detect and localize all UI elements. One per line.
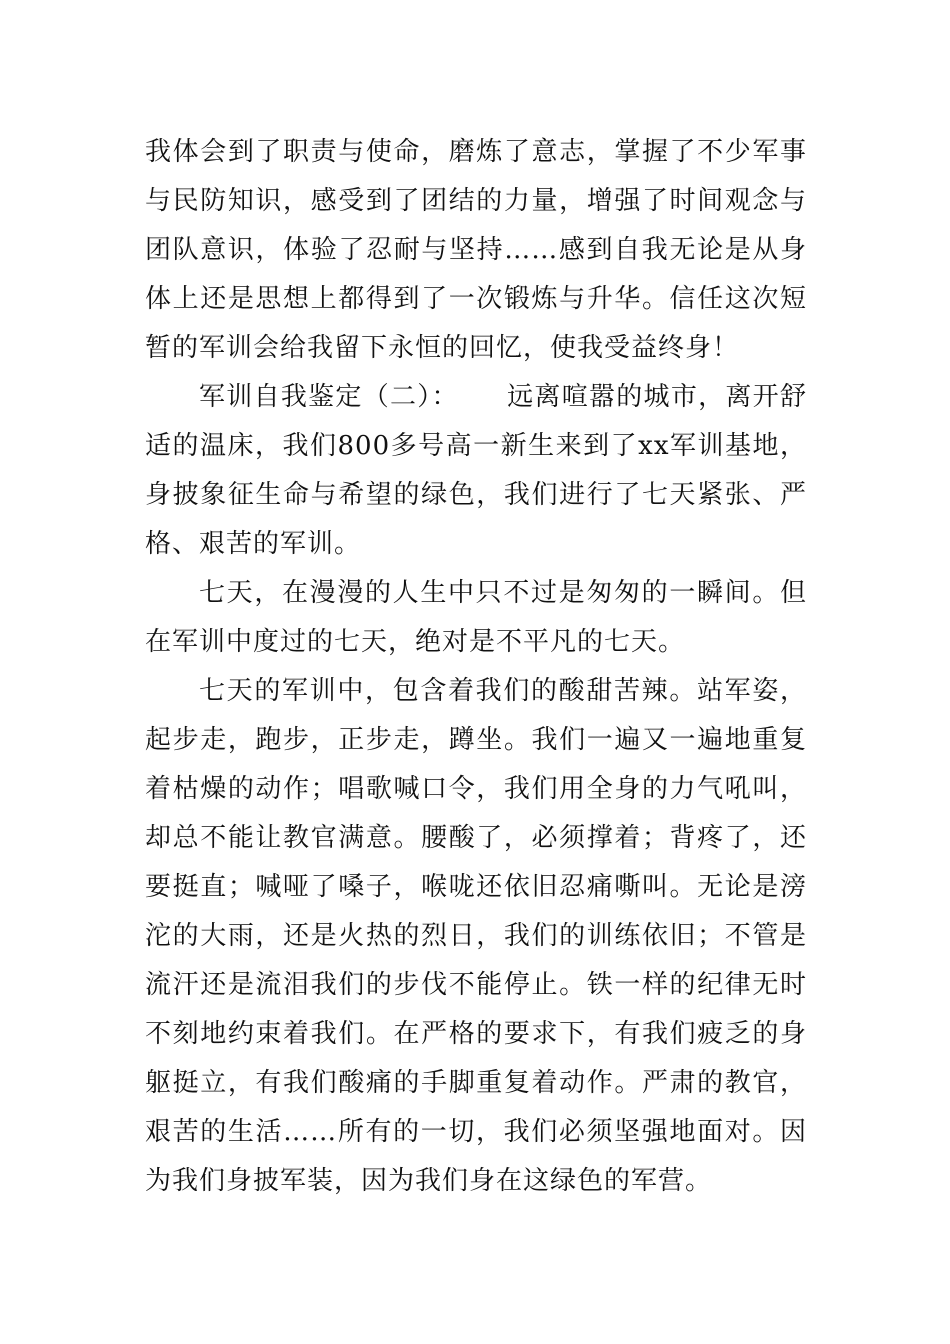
- paragraph-2-text: 远离喧嚣的城市，离开舒适的温床，我们800多号高一新生来到了xx军训基地，身披象征生命与希望的绿色，我们进行了七天紧张、严格、艰苦的军训。: [145, 382, 807, 559]
- document-body: [145, 128, 807, 1206]
- paragraph-3: 七天，在漫漫的人生中只不过是匆匆的一瞬间。但在军训中度过的七天，绝对是不平凡的七天。: [145, 578, 807, 657]
- paragraph-1: 我体会到了职责与使命，磨炼了意志，掌握了不少军事与民防知识，感受到了团结的力量，增强了时间观念与团队意识，体验了忍耐与坚持……感到自我无论是从身体上还是思想上都得到了一次锻炼与升华。信任这次短暂的军训会给我留下永恒的回忆，使我受益终身！: [145, 137, 807, 363]
- paragraph-4: 七天的军训中，包含着我们的酸甜苦辣。站军姿，起步走，跑步，正步走，蹲坐。我们一遍又一遍地重复着枯燥的动作；唱歌喊口令，我们用全身的力气吼叫，却总不能让教官满意。腰酸了，必须撑着；背疼了，还要挺直；喊哑了嗓子，喉咙还依旧忍痛嘶叫。无论是滂沱的大雨，还是火热的烈日，我们的训练依旧；不管是流汗还是流泪我们的步伐不能停止。铁一样的纪律无时不刻地约束着我们。在严格的要求下，有我们疲乏的身躯挺立，有我们酸痛的手脚重复着动作。严肃的教官，艰苦的生活……所有的一切，我们必须坚强地面对。因为我们身披军装，因为我们身在这绿色的军营。: [145, 676, 807, 1196]
- section-heading: 军训自我鉴定（二）：: [199, 382, 459, 412]
- paragraph-2: [145, 373, 807, 569]
